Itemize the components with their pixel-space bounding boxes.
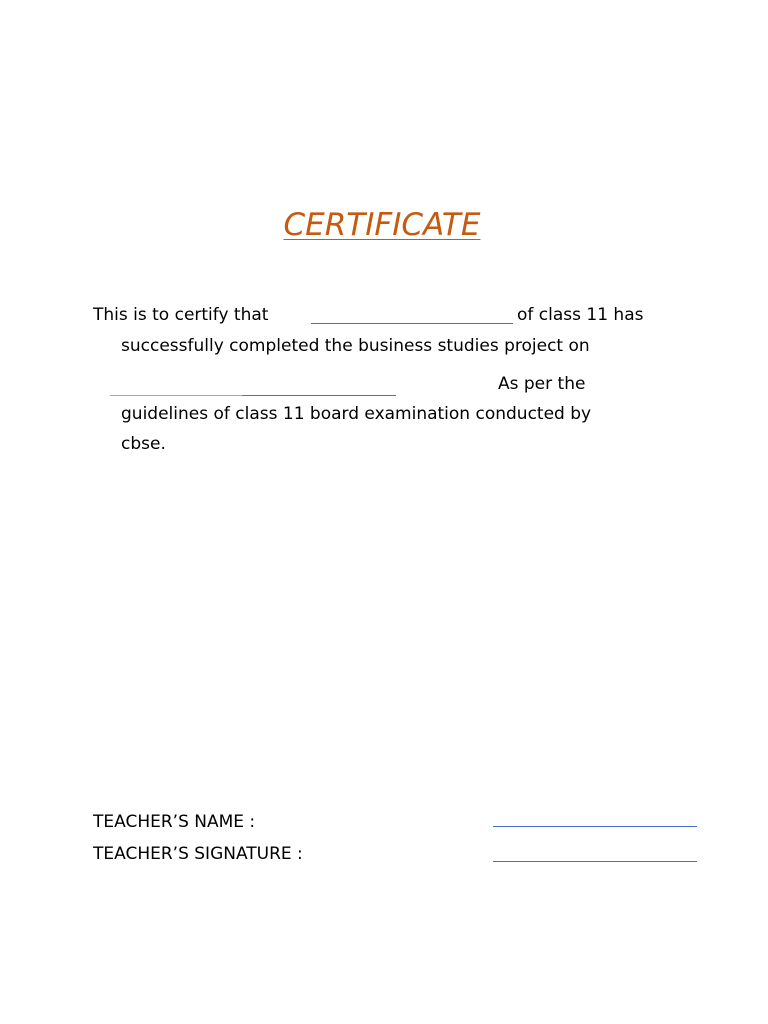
- certify-text-class: of class 11 has: [517, 305, 644, 325]
- certify-text-as-per: As per the: [498, 374, 586, 394]
- teacher-name-label: TEACHER’S NAME :: [93, 812, 256, 832]
- certify-text-start: This is to certify that: [93, 305, 269, 325]
- project-topic-blank-right: [242, 395, 396, 396]
- certificate-title: CERTIFICATE: [283, 207, 481, 243]
- teacher-name-blank: [493, 826, 697, 827]
- certify-text-guidelines: guidelines of class 11 board examination conducted by: [121, 404, 592, 424]
- teacher-signature-blank: [493, 861, 697, 862]
- certify-text-completed: successfully completed the business studies project on: [121, 336, 590, 356]
- teacher-signature-label: TEACHER’S SIGNATURE :: [93, 844, 303, 864]
- student-name-blank: [311, 323, 513, 324]
- project-topic-blank-left: [110, 395, 242, 396]
- certify-text-cbse: cbse.: [121, 434, 166, 454]
